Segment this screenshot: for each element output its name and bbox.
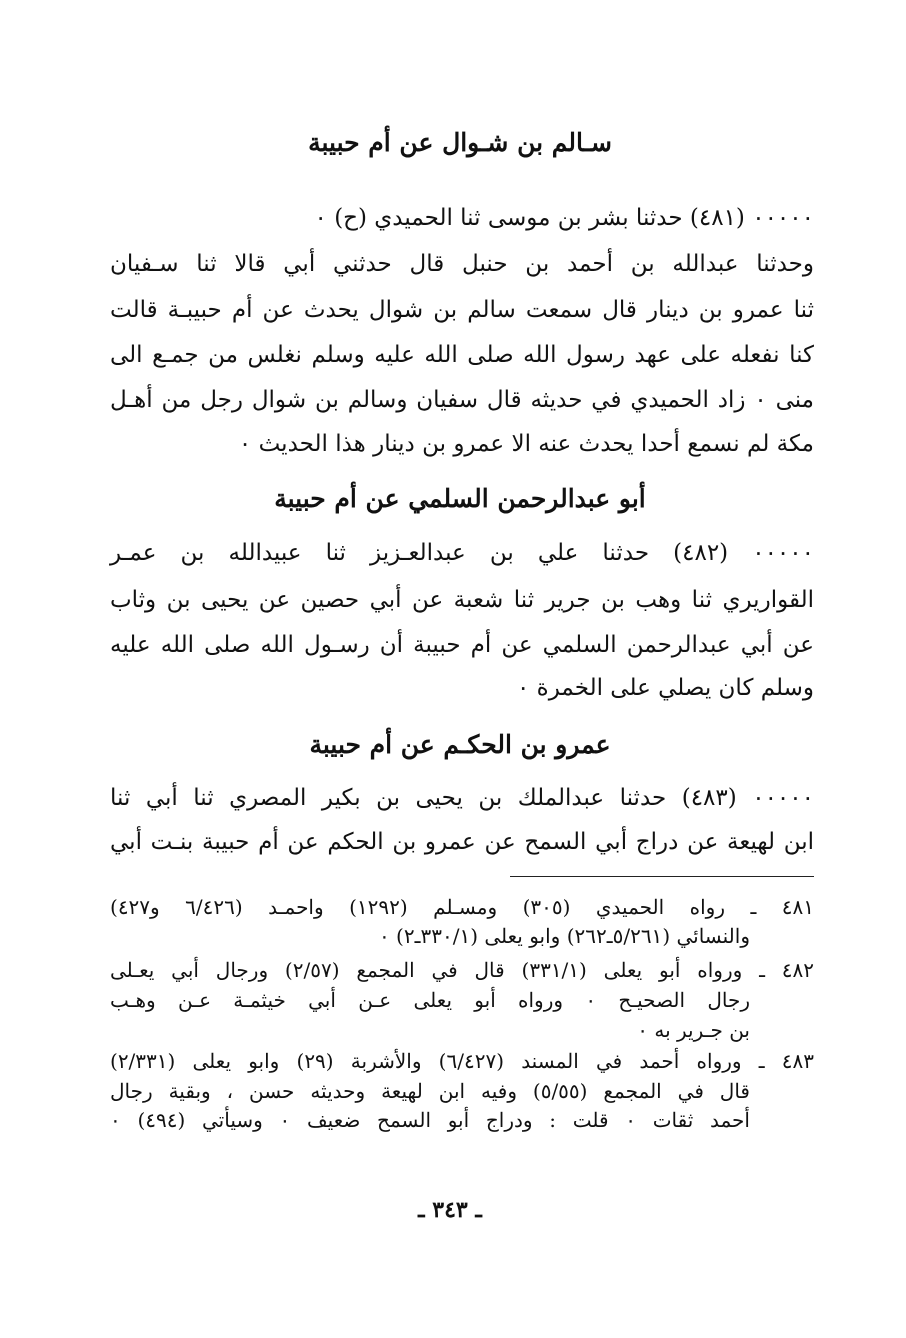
text-line: كنا نفعله على عهد رسول الله صلى الله عليه وسلم نغلس من جمـع الى <box>110 342 814 368</box>
footnote-line: قال في المجمع (٥/٥٥) وفيه ابن لهيعة وحديثه حسن ، وبقية رجال <box>110 1079 750 1103</box>
text-line: القواريري ثنا وهب بن جرير ثنا شعبة عن أبي حصين عن يحيى بن وثاب <box>110 587 814 613</box>
footnote-line: بن جـرير به ٠ <box>637 1018 750 1042</box>
text-line: ابن لهيعة عن دراج أبي السمح عن عمرو بن الحكم عن أم حبيبة بنـت أبي <box>110 829 814 855</box>
text-line: ثنا عمرو بن دينار قال سمعت سالم بن شوال يحدث عن أم حبيبـة قالت <box>110 297 814 323</box>
footnote-line: ٤٨٣ ـ ورواه أحمد في المسند (٦/٤٢٧) والأشربة (٢٩) وابو يعلى (٢/٣٣١) <box>110 1049 815 1073</box>
section-heading-salim: سـالم بن شـوال عن أم حبيبة <box>308 128 612 157</box>
text-line: ٠٠٠٠٠ (٤٨٣) حدثنا عبدالملك بن يحيى بن بكير المصري ثنا أبي ثنا <box>110 785 814 811</box>
text-line: مكة لم نسمع أحدا يحدث عنه الا عمرو بن دينار هذا الحديث ٠ <box>238 431 814 457</box>
footnote-line: ٤٨١ ـ رواه الحميدي (٣٠٥) ومسـلم (١٢٩٢) واحمـد (٦/٤٢٦ و٤٢٧) <box>110 895 814 919</box>
footnote-line: أحمد ثقات ٠ قلت : ودراج أبو السمح ضعيف ٠ وسيأتي (٤٩٤) ٠ <box>110 1108 750 1132</box>
text-line: وسلم كان يصلي على الخمرة ٠ <box>517 675 814 701</box>
text-line: عن أبي عبدالرحمن السلمي عن أم حبيبة أن رسـول الله صلى الله عليه <box>110 632 814 658</box>
section-heading-amr: عمرو بن الحكـم عن أم حبيبة <box>309 730 611 759</box>
footnote-line: والنسائي (٥/٢٦١ـ٢٦٢) وابو يعلى (٣٣٠/١ـ٢) ٠ <box>378 924 750 948</box>
footnote-line: ٤٨٢ ـ ورواه أبو يعلى (٣٣١/١) قال في المجمع (٢/٥٧) ورجال أبي يعـلى <box>110 958 815 982</box>
page-number: ـ ٣٤٣ ـ <box>418 1197 482 1223</box>
text-line: ٠٠٠٠٠ (٤٨١) حدثنا بشر بن موسى ثنا الحميدي (ح) ٠ <box>314 205 814 231</box>
section-heading-abu-abdulrahman: أبو عبدالرحمن السلمي عن أم حبيبة <box>274 484 646 513</box>
footnote-line: رجال الصحيـح ٠ ورواه أبو يعلى عـن أبي خيثمـة عـن وهـب <box>110 988 750 1012</box>
text-line: وحدثنا عبدالله بن أحمد بن حنبل قال حدثني أبي قالا ثنا سـفيان <box>110 251 814 277</box>
footnote-separator <box>510 876 814 877</box>
text-line: ٠٠٠٠٠ (٤٨٢) حدثنا علي بن عبدالعـزيز ثنا عبيدالله بن عمـر <box>110 540 814 566</box>
text-line: منى ٠ زاد الحميدي في حديثه قال سفيان وسالم بن شوال رجل من أهـل <box>110 387 814 413</box>
